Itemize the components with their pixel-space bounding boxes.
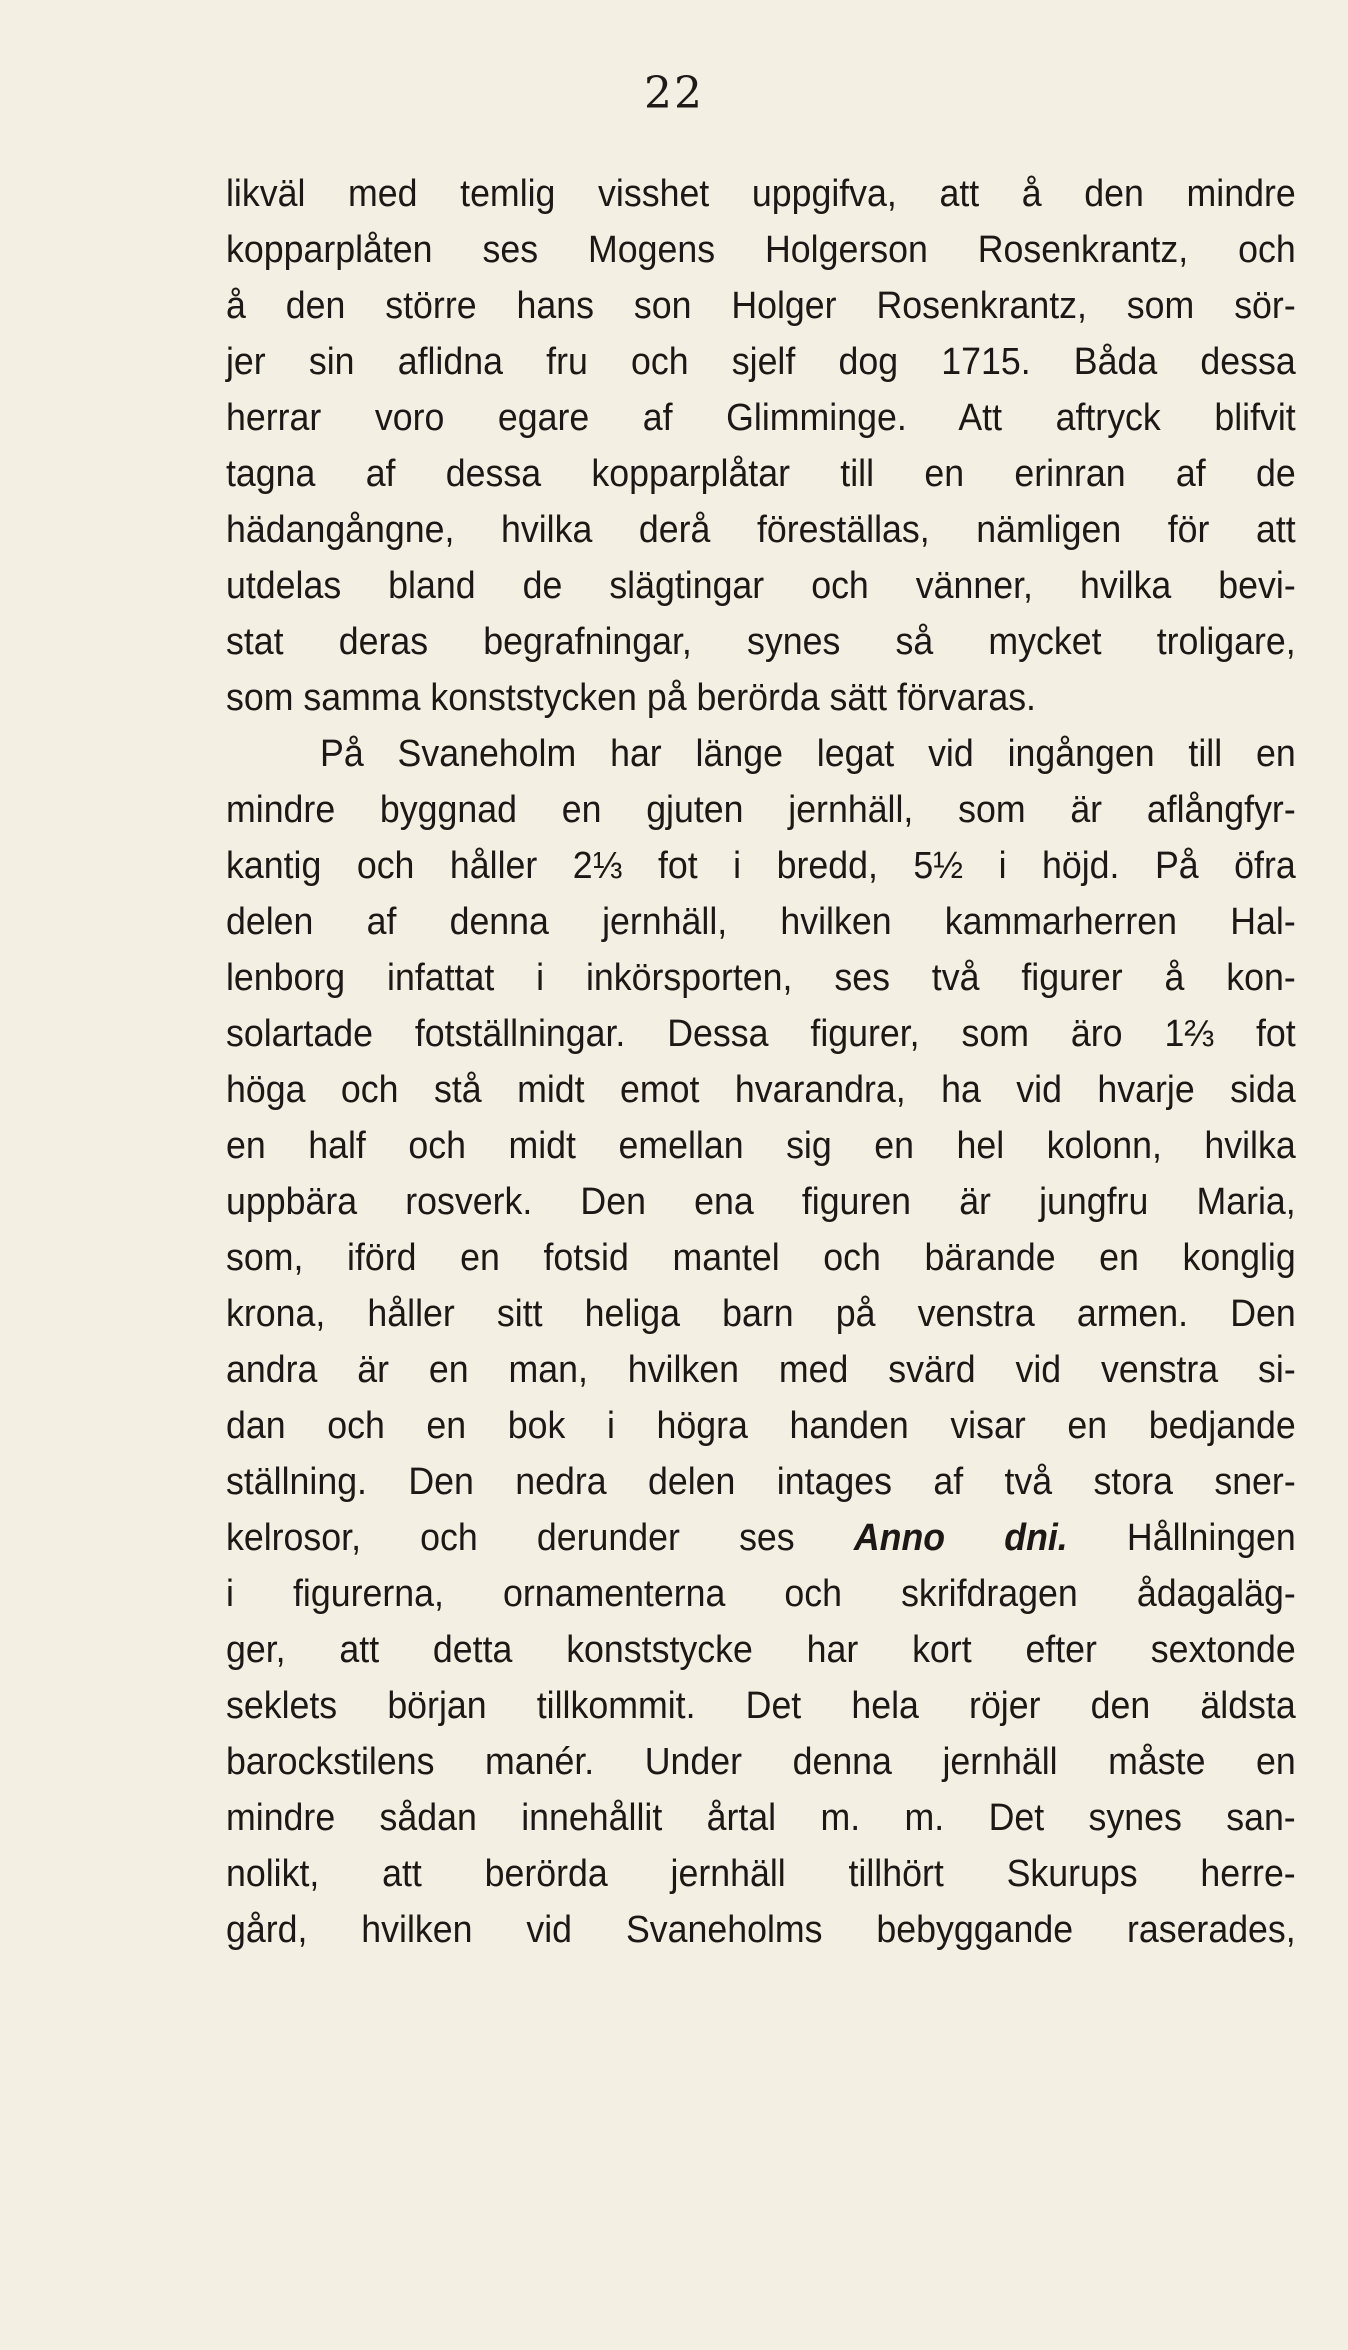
text-line: kantig och håller 2⅓ fot i bredd, 5½ i höjd. På öfra	[226, 845, 1296, 887]
text-line: i figurerna, ornamenterna och skrifdragen ådagaläg-	[226, 1573, 1296, 1615]
text-line: kopparplåten ses Mogens Holgerson Rosenkrantz, och	[226, 229, 1296, 271]
text-line: seklets början tillkommit. Det hela röjer den äldsta	[226, 1685, 1296, 1727]
text-line: krona, håller sitt heliga barn på venstra armen. Den	[226, 1293, 1296, 1335]
text-line: höga och stå midt emot hvarandra, ha vid hvarje sida	[226, 1069, 1296, 1111]
text-line: likväl med temlig visshet uppgifva, att å den mindre	[226, 173, 1296, 215]
text-line	[226, 1510, 1296, 1566]
text-line: mindre byggnad en gjuten jernhäll, som är aflångfyr-	[226, 789, 1296, 831]
text-line: ställning. Den nedra delen intages af två stora sner-	[226, 1461, 1296, 1503]
body-text	[226, 166, 1296, 1958]
italic-inscription: Anno dni.	[853, 1517, 1068, 1559]
page-number: 22	[644, 68, 704, 119]
text-line: stat deras begrafningar, synes så mycket troligare,	[226, 621, 1296, 663]
text-line-part: kelrosor, och derunder ses	[226, 1517, 795, 1559]
text-line: På Svaneholm har länge legat vid ingången till en	[320, 733, 1296, 775]
text-line: barockstilens manér. Under denna jernhäll måste en	[226, 1741, 1296, 1783]
text-line: nolikt, att berörda jernhäll tillhört Skurups herre-	[226, 1853, 1296, 1895]
text-line: uppbära rosverk. Den ena figuren är jungfru Maria,	[226, 1181, 1296, 1223]
text-line: som, iförd en fotsid mantel och bärande en konglig	[226, 1237, 1296, 1279]
text-line: tagna af dessa kopparplåtar till en erinran af de	[226, 453, 1296, 495]
text-line: herrar voro egare af Glimminge. Att aftryck blifvit	[226, 397, 1296, 439]
text-line: som samma konststycken på berörda sätt förvaras.	[226, 677, 1036, 719]
text-line: lenborg infattat i inkörsporten, ses två figurer å kon-	[226, 957, 1296, 999]
text-line: solartade fotställningar. Dessa figurer, som äro 1⅔ fot	[226, 1013, 1296, 1055]
text-line: en half och midt emellan sig en hel kolonn, hvilka	[226, 1125, 1296, 1167]
text-line: hädangångne, hvilka derå föreställas, nämligen för att	[226, 509, 1296, 551]
text-line: gård, hvilken vid Svaneholms bebyggande raserades,	[226, 1909, 1296, 1951]
text-line: jer sin aflidna fru och sjelf dog 1715. Båda dessa	[226, 341, 1296, 383]
text-line: delen af denna jernhäll, hvilken kammarherren Hal-	[226, 901, 1296, 943]
text-line: å den större hans son Holger Rosenkrantz, som sör-	[226, 285, 1296, 327]
text-line: mindre sådan innehållit årtal m. m. Det synes san-	[226, 1797, 1296, 1839]
text-line: ger, att detta konststycke har kort efter sextonde	[226, 1629, 1296, 1671]
text-line: andra är en man, hvilken med svärd vid venstra si-	[226, 1349, 1296, 1391]
text-line: dan och en bok i högra handen visar en bedjande	[226, 1405, 1296, 1447]
text-line: utdelas bland de slägtingar och vänner, hvilka bevi-	[226, 565, 1296, 607]
text-line-part: Hållningen	[1126, 1517, 1296, 1559]
